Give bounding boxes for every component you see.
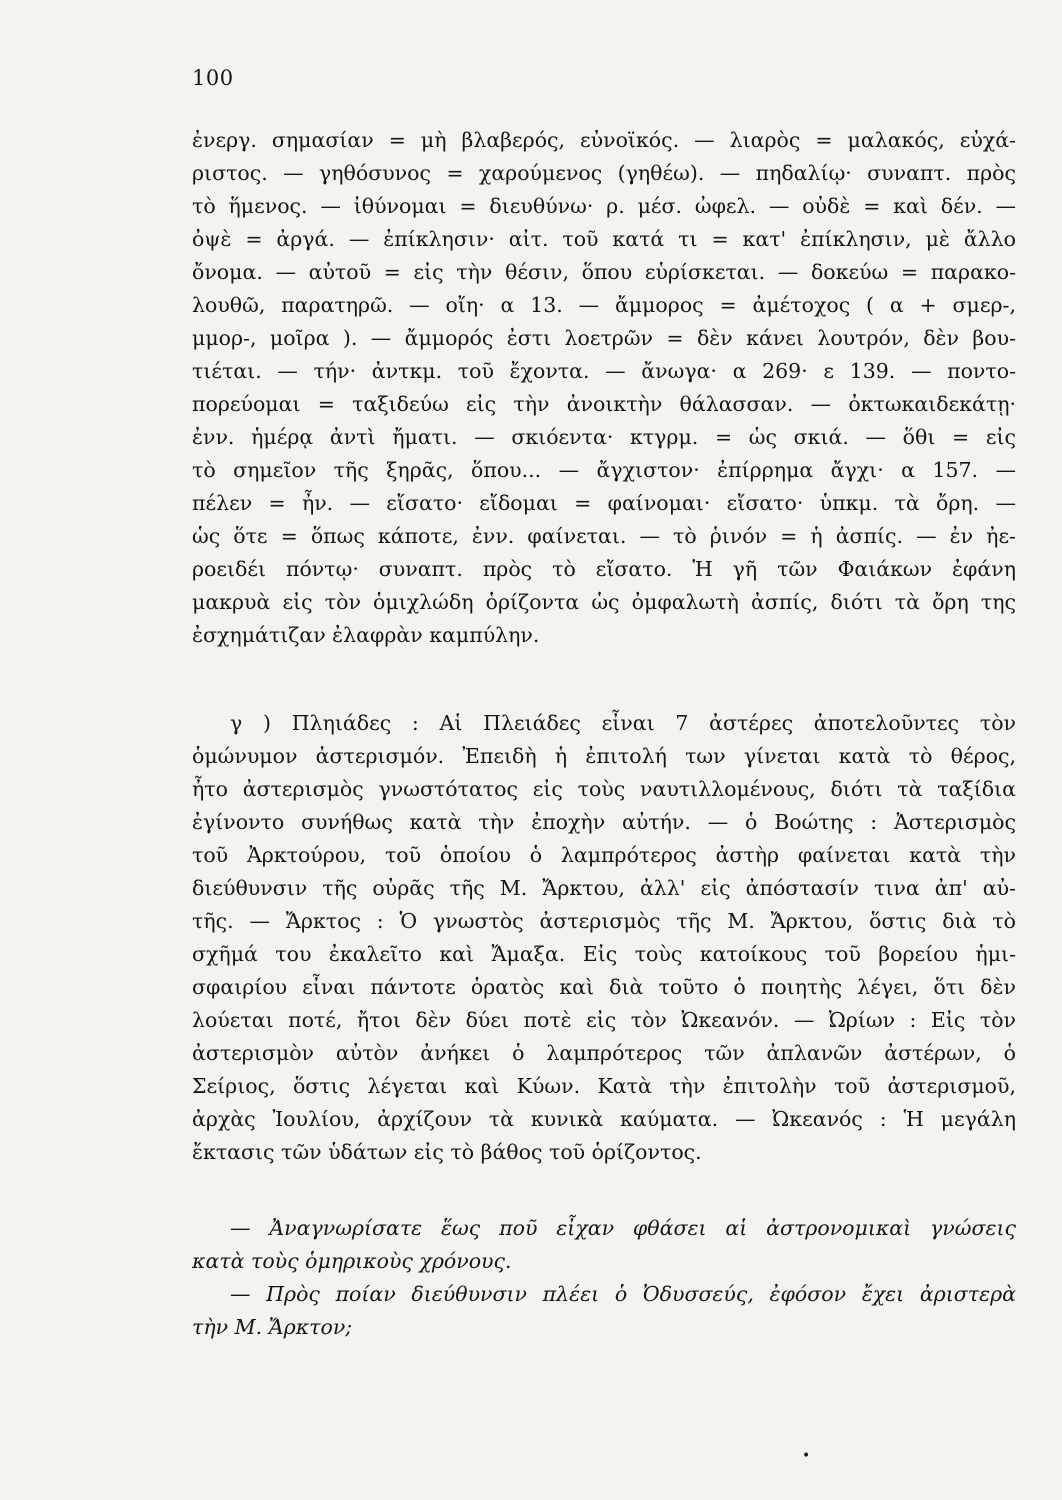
glossary-line: πέλεν = ἦν. — εἴσατο· εἴδομαι = φαίνομαι· εἴσατο· ὑπκμ. τὰ ὄρη. — <box>192 491 1016 515</box>
question-line: — Πρὸς ποίαν διεύθυνσιν πλέει ὁ Ὀδυσσεύς, ἐφόσον ἔχει ἀριστερὰ <box>230 1282 1016 1306</box>
glossary-line: τὸ σημεῖον τῆς ξηρᾶς, ὅπου... — ἄγχιστον· ἐπίρρημα ἄγχι· α 157. — <box>192 458 1016 482</box>
commentary-line: ὁμώνυμον ἀστερισμόν. Ἐπειδὴ ἡ ἐπιτολή των γίνεται κατὰ τὸ θέρος, <box>192 744 1016 768</box>
commentary-line: τῆς. — Ἄρκτος : Ὁ γνωστὸς ἀστερισμὸς τῆς Μ. Ἄρκτου, ὅστις διὰ τὸ <box>192 909 1016 933</box>
commentary-section <box>192 707 1016 1169</box>
glossary-line: τιέται. — τήν· ἀντκμ. τοῦ ἔχοντα. — ἄνωγα· α 269· ε 139. — ποντο- <box>192 359 1016 383</box>
glossary-line: λουθῶ, παρατηρῶ. — οἴη· α 13. — ἄμμορος = ἀμέτοχος ( α + σμερ-, <box>192 293 1016 317</box>
commentary-line: διεύθυνσιν τῆς οὐρᾶς τῆς Μ. Ἄρκτου, ἀλλ' εἰς ἀπόστασίν τινα ἀπ' αὐ- <box>192 876 1016 900</box>
commentary-line: γ ) Πληιάδες : Αἱ Πλειάδες εἶναι 7 ἀστέρες ἀποτελοῦντες τὸν <box>230 711 1016 735</box>
glossary-line: μμορ-, μοῖρα ). — ἄμμορός ἐστι λοετρῶν = δὲν κάνει λουτρόν, δὲν βου- <box>192 326 1016 350</box>
commentary-line: σφαιρίου εἶναι πάντοτε ὁρατὸς καὶ διὰ τοῦτο ὁ ποιητὴς λέγει, ὅτι δὲν <box>192 975 1016 999</box>
commentary-line: ἦτο ἀστερισμὸς γνωστότατος εἰς τοὺς ναυτιλλομένους, διότι τὰ ταξίδια <box>192 777 1016 801</box>
glossary-line: ριστος. — γηθόσυνος = χαρούμενος (γηθέω). — πηδαλίῳ· συναπτ. πρὸς <box>192 161 1016 185</box>
review-questions <box>192 1212 1016 1344</box>
glossary-line: πορεύομαι = ταξιδεύω εἰς τὴν ἀνοικτὴν θάλασσαν. — ὀκτωκαιδεκάτῃ· <box>192 392 1016 416</box>
glossary-line: ὡς ὅτε = ὅπως κάποτε, ἐνν. φαίνεται. — τὸ ῥινόν = ἡ ἀσπίς. — ἐν ἠε- <box>192 524 1016 548</box>
question-line: — Ἀναγνωρίσατε ἕως ποῦ εἶχαν φθάσει αἱ ἀστρονομικαὶ γνώσεις <box>230 1216 1016 1240</box>
footer-mark: • <box>802 1448 811 1464</box>
commentary-line: τοῦ Ἀρκτούρου, τοῦ ὁποίου ὁ λαμπρότερος ἀστὴρ φαίνεται κατὰ τὴν <box>192 843 1016 867</box>
glossary-line: ἐνεργ. σημασίαν = μὴ βλαβερός, εὐνοϊκός. — λιαρὸς = μαλακός, εὐχά- <box>192 128 1016 152</box>
commentary-line: ἀρχὰς Ἰουλίου, ἀρχίζουν τὰ κυνικὰ καύματα. — Ὠκεανός : Ἡ μεγάλη <box>192 1107 1016 1131</box>
glossary-line: ὀψὲ = ἀργά. — ἐπίκλησιν· αἰτ. τοῦ κατά τι = κατ' ἐπίκλησιν, μὲ ἄλλο <box>192 227 1016 251</box>
glossary-notes <box>192 124 1016 652</box>
question-line: τὴν Μ. Ἄρκτον; <box>192 1315 353 1339</box>
commentary-line: ἔκτασις τῶν ὑδάτων εἰς τὸ βάθος τοῦ ὁρίζοντος. <box>192 1140 702 1164</box>
commentary-line: Σείριος, ὅστις λέγεται καὶ Κύων. Κατὰ τὴν ἐπιτολὴν τοῦ ἀστερισμοῦ, <box>192 1074 1016 1098</box>
commentary-line: ἀστερισμὸν αὐτὸν ἀνήκει ὁ λαμπρότερος τῶν ἀπλανῶν ἀστέρων, ὁ <box>192 1041 1016 1065</box>
glossary-line: τὸ ἥμενος. — ἰθύνομαι = διευθύνω· ρ. μέσ. ὠφελ. — οὐδὲ = καὶ δέν. — <box>192 194 1016 218</box>
glossary-line: ἐσχημάτιζαν ἐλαφρὰν καμπύλην. <box>192 623 540 647</box>
commentary-line: σχῆμά του ἐκαλεῖτο καὶ Ἄμαξα. Εἰς τοὺς κατοίκους τοῦ βορείου ἡμι- <box>192 942 1016 966</box>
glossary-line: μακρυὰ εἰς τὸν ὁμιχλώδη ὁρίζοντα ὡς ὀμφαλωτὴ ἀσπίς, διότι τὰ ὄρη της <box>192 590 1016 614</box>
commentary-line: ἐγίνοντο συνήθως κατὰ τὴν ἐποχὴν αὐτήν. — ὁ Βοώτης : Ἀστερισμὸς <box>192 810 1016 834</box>
commentary-line: λούεται ποτέ, ἤτοι δὲν δύει ποτὲ εἰς τὸν Ὠκεανόν. — Ὠρίων : Εἰς τὸν <box>192 1008 1016 1032</box>
glossary-line: ὄνομα. — αὐτοῦ = εἰς τὴν θέσιν, ὅπου εὑρίσκεται. — δοκεύω = παρακο- <box>192 260 1016 284</box>
page-number: 100 <box>192 66 234 90</box>
glossary-line: ροειδέι πόντῳ· συναπτ. πρὸς τὸ εἴσατο. Ἡ γῆ τῶν Φαιάκων ἐφάνη <box>192 557 1016 581</box>
glossary-line: ἐνν. ἡμέρᾳ ἀντὶ ἤματι. — σκιόεντα· κτγρμ. = ὡς σκιά. — ὅθι = εἰς <box>192 425 1016 449</box>
question-line: κατὰ τοὺς ὁμηρικοὺς χρόνους. <box>192 1249 512 1273</box>
